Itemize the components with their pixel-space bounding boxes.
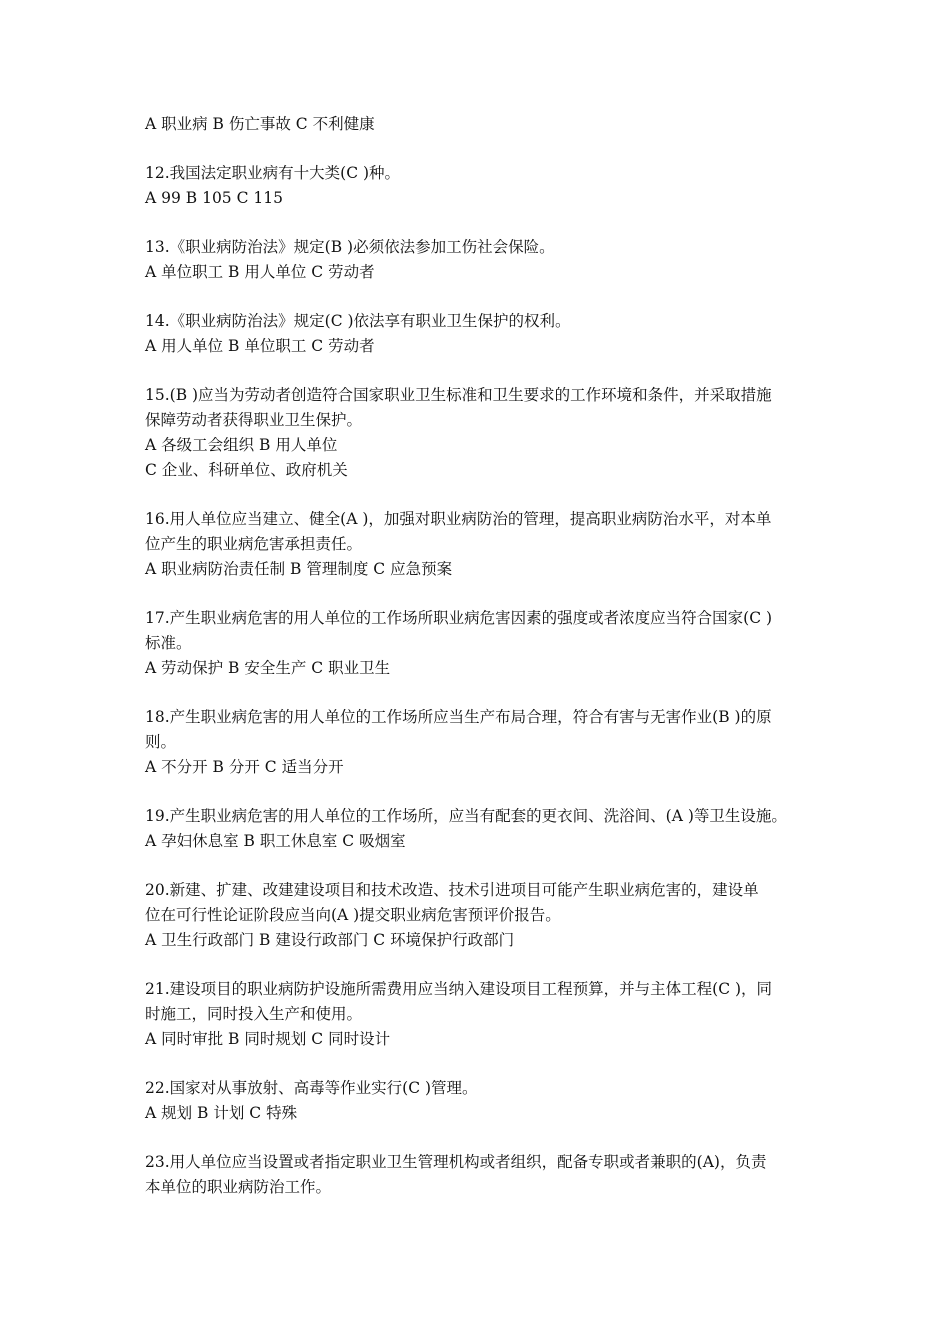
paragraph-gap (145, 681, 815, 705)
text-line: 时施工，同时投入生产和使用。 (145, 1005, 363, 1023)
paragraph-gap (145, 1052, 815, 1076)
text-line: C 企业、科研单位、政府机关 (145, 461, 348, 479)
text-line: 18.产生职业病危害的用人单位的工作场所应当生产布局合理，符合有害与无害作业(B )的原 (145, 708, 772, 726)
paragraph-gap (145, 780, 815, 804)
text-line: 21.建设项目的职业病防护设施所需费用应当纳入建设项目工程预算，并与主体工程(C )，同 (145, 980, 773, 998)
text-line: 则。 (145, 733, 177, 751)
paragraph-gap (145, 582, 815, 606)
text-line: 20.新建、扩建、改建建设项目和技术改造、技术引进项目可能产生职业病危害的，建设单 (145, 881, 759, 899)
document-page (145, 112, 815, 1200)
paragraph-gap (145, 359, 815, 383)
paragraph-gap (145, 953, 815, 977)
text-line: A 规划 B 计划 C 特殊 (145, 1104, 298, 1122)
text-line: A 用人单位 B 单位职工 C 劳动者 (145, 337, 375, 355)
text-line: A 职业病 B 伤亡事故 C 不利健康 (145, 115, 375, 133)
text-line: A 单位职工 B 用人单位 C 劳动者 (145, 263, 375, 281)
text-line: 19.产生职业病危害的用人单位的工作场所，应当有配套的更衣间、洗浴间、(A )等卫生设施。 (145, 807, 787, 825)
text-line: A 劳动保护 B 安全生产 C 职业卫生 (145, 659, 391, 677)
text-line: 22.国家对从事放射、高毒等作业实行(C )管理。 (145, 1079, 478, 1097)
text-line: A 99 B 105 C 115 (145, 189, 283, 207)
text-line: 23.用人单位应当设置或者指定职业卫生管理机构或者组织，配备专职或者兼职的(A)，负责 (145, 1153, 767, 1171)
text-line: 16.用人单位应当建立、健全(A )，加强对职业病防治的管理，提高职业病防治水平，对本单 (145, 510, 772, 528)
text-line: A 不分开 B 分开 C 适当分开 (145, 758, 344, 776)
paragraph-gap (145, 211, 815, 235)
text-line: 12.我国法定职业病有十大类(C )种。 (145, 164, 401, 182)
text-line: 位在可行性论证阶段应当向(A )提交职业病危害预评价报告。 (145, 906, 561, 924)
text-line: 14.《职业病防治法》规定(C )依法享有职业卫生保护的权利。 (145, 312, 571, 330)
text-line: 15.(B )应当为劳动者创造符合国家职业卫生标准和卫生要求的工作环境和条件，并采取措施 (145, 386, 772, 404)
text-line: 位产生的职业病危害承担责任。 (145, 535, 363, 553)
text-line: A 卫生行政部门 B 建设行政部门 C 环境保护行政部门 (145, 931, 515, 949)
paragraph-gap (145, 1126, 815, 1150)
text-line: A 同时审批 B 同时规划 C 同时设计 (145, 1030, 391, 1048)
paragraph-gap (145, 854, 815, 878)
text-line: A 孕妇休息室 B 职工休息室 C 吸烟室 (145, 832, 406, 850)
text-line: A 职业病防治责任制 B 管理制度 C 应急预案 (145, 560, 453, 578)
paragraph-gap (145, 285, 815, 309)
text-line: 17.产生职业病危害的用人单位的工作场所职业病危害因素的强度或者浓度应当符合国家(C ) (145, 609, 773, 627)
text-line: 13.《职业病防治法》规定(B )必须依法参加工伤社会保险。 (145, 238, 555, 256)
text-line: 标准。 (145, 634, 192, 652)
text-line: 本单位的职业病防治工作。 (145, 1178, 332, 1196)
text-line: 保障劳动者获得职业卫生保护。 (145, 411, 363, 429)
text-line: A 各级工会组织 B 用人单位 (145, 436, 338, 454)
paragraph-gap (145, 137, 815, 161)
paragraph-gap (145, 483, 815, 507)
